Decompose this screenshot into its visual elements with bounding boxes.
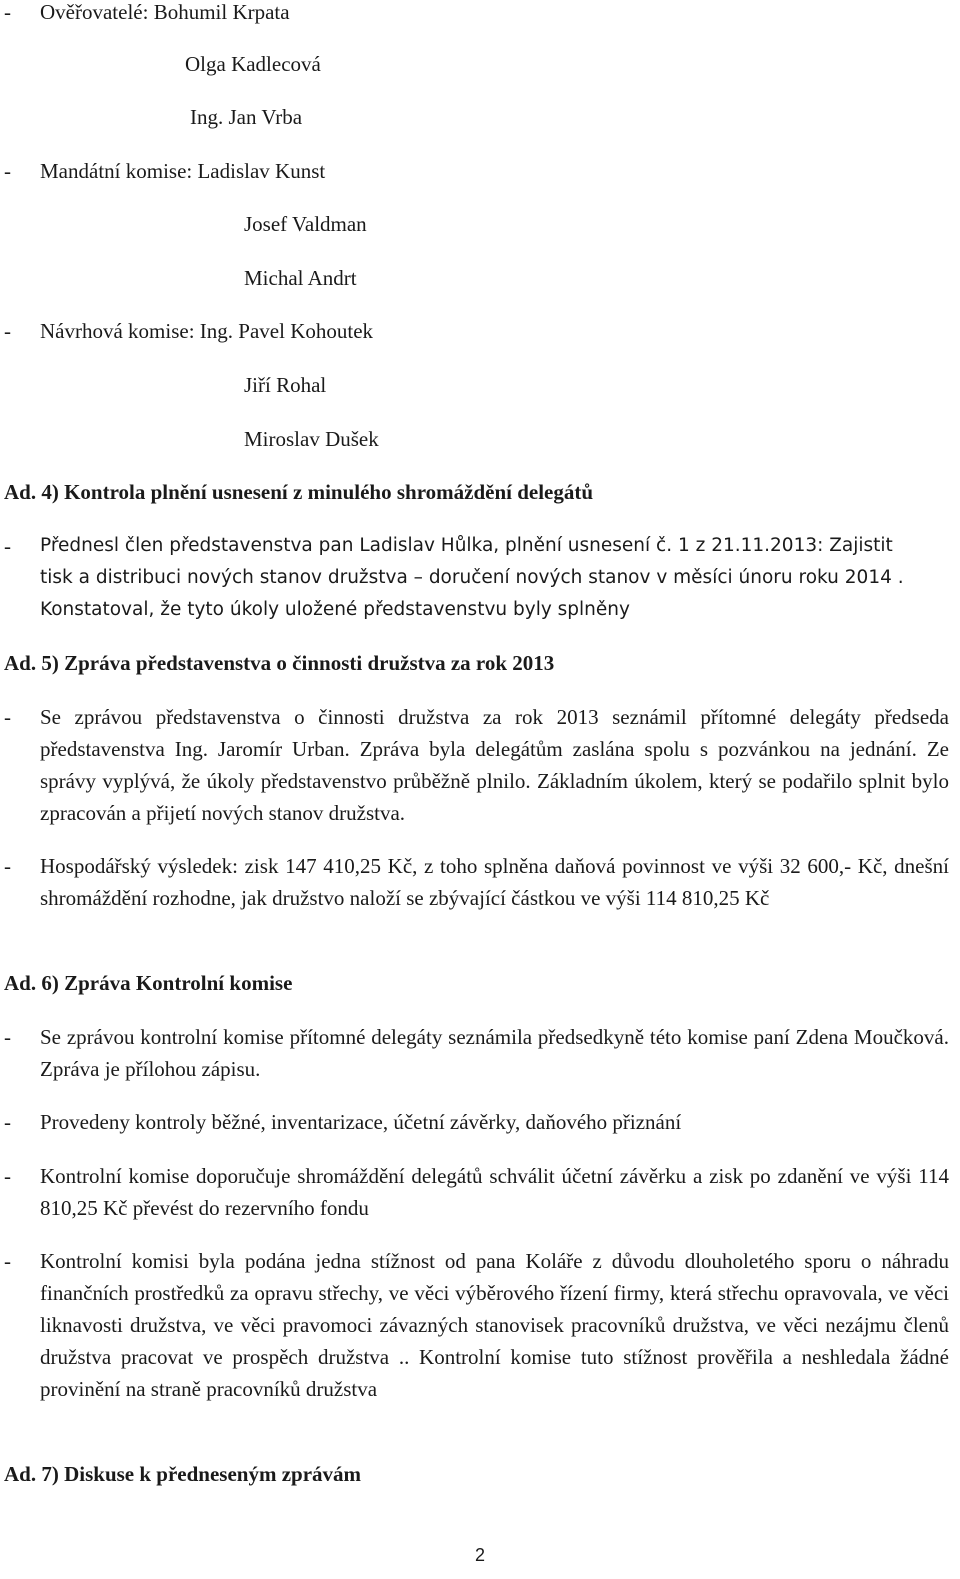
verifier-name: Olga Kadlecová: [185, 52, 321, 76]
list-dash: -: [4, 705, 11, 729]
page-number: 2: [474, 1545, 485, 1565]
list-dash: -: [4, 1164, 11, 1188]
list-dash: -: [4, 534, 11, 558]
list-dash: -: [4, 159, 11, 183]
proposal-committee-member: Miroslav Dušek: [244, 427, 379, 451]
list-dash: -: [4, 0, 11, 24]
list-dash: -: [4, 1025, 11, 1049]
ad5-economic-result-paragraph: Hospodářský výsledek: zisk 147 410,25 Kč, z toho splněna daňová povinnost ve výši 32 600,- Kč, dnešní shromáždění rozhodne, jak družstvo naloží se zbývající částkou ve výši 114 810,25 Kč: [40, 854, 949, 910]
mandate-committee-member: Josef Valdman: [244, 212, 367, 236]
list-dash: -: [4, 854, 11, 878]
verifiers-label: Ověřovatelé: Bohumil Krpata: [40, 0, 290, 24]
ad6-report-paragraph: Se zprávou kontrolní komise přítomné delegáty seznámila předsedkyně této komise paní Zdena Moučková. Zpráva je přílohou zápisu.: [40, 1025, 949, 1081]
ad6-controls-paragraph: Provedeny kontroly běžné, inventarizace, účetní závěrky, daňového přiznání: [40, 1110, 682, 1134]
ad4-paragraph-line: tisk a distribuci nových stanov družstva – doručení nových stanov v měsíci únoru roku 2014 .: [40, 567, 904, 588]
proposal-committee-label: Návrhová komise: Ing. Pavel Kohoutek: [40, 319, 374, 343]
ad6-recommendation-paragraph: Kontrolní komise doporučuje shromáždění delegátů schválit účetní závěrku a zisk po zdanění ve výši 114 810,25 Kč převést do rezervního fondu: [40, 1164, 949, 1220]
mandate-committee-member: Michal Andrt: [244, 266, 357, 290]
section-heading-ad7: Ad. 7) Diskuse k předneseným zprávám: [4, 1462, 362, 1486]
verifier-name: Ing. Jan Vrba: [190, 105, 303, 129]
ad5-report-paragraph: Se zprávou představenstva o činnosti družstva za rok 2013 seznámil přítomné delegáty předseda představenstva Ing. Jaromír Urban. Zpráva byla delegátům zaslána spolu s pozvánkou na jednání. Ze správy vyplývá, že úkoly představenstvo průběžně plnilo. Základním úkolem, který se podařilo splnit bylo zpracován a přijetí nových stanov družstva.: [40, 705, 949, 825]
list-dash: -: [4, 1249, 11, 1273]
ad4-paragraph-line: Přednesl člen představenstva pan Ladislav Hůlka, plnění usnesení č. 1 z 21.11.2013: Zajistit: [40, 535, 893, 556]
mandate-committee-label: Mandátní komise: Ladislav Kunst: [40, 159, 326, 183]
list-dash: -: [4, 1110, 11, 1134]
section-heading-ad4: Ad. 4) Kontrola plnění usnesení z minulého shromáždění delegátů: [4, 480, 594, 504]
proposal-committee-member: Jiří Rohal: [244, 373, 327, 397]
ad6-complaint-paragraph: Kontrolní komisi byla podána jedna stížnost od pana Koláře z důvodu dlouholetého sporu o náhradu finančních prostředků za opravu střechy, ve věci výběrového řízení firmy, která střechu opravovala, ve věci liknavosti družstva, ve věci pravomoci závazných stanovisek pracovníků družstva, ve věci nezájmu členů družstva pracovat ve prospěch družstva .. Kontrolní komise tuto stížnost prověřila a neshledala žádné provinění na straně pracovníků družstva: [40, 1249, 949, 1401]
section-heading-ad5: Ad. 5) Zpráva představenstva o činnosti družstva za rok 2013: [4, 651, 555, 675]
section-heading-ad6: Ad. 6) Zpráva Kontrolní komise: [4, 971, 293, 995]
ad4-paragraph-line: Konstatoval, že tyto úkoly uložené představenstvu byly splněny: [40, 599, 630, 620]
list-dash: -: [4, 319, 11, 343]
